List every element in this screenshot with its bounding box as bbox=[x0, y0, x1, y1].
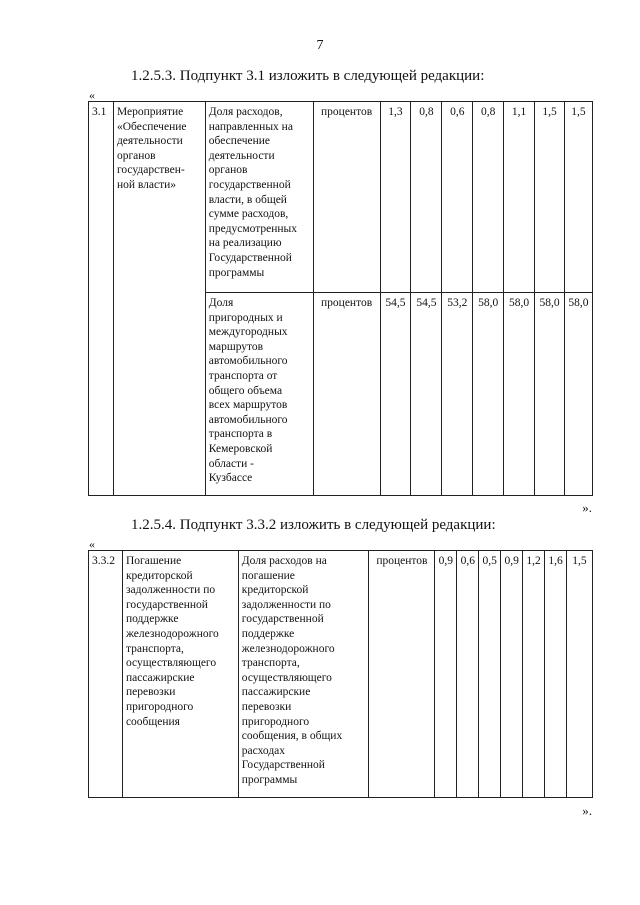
value-cell: 0,9 bbox=[501, 551, 523, 798]
value-cell: 1,2 bbox=[523, 551, 545, 798]
open-quote: « bbox=[89, 88, 95, 102]
value-cell: 53,2 bbox=[442, 293, 473, 496]
row-number: 3.3.2 bbox=[89, 551, 123, 798]
value-cell: 1,1 bbox=[504, 102, 535, 293]
open-quote: « bbox=[89, 537, 95, 551]
value-cell: 54,5 bbox=[411, 293, 442, 496]
value-cell: 58,0 bbox=[473, 293, 504, 496]
measure-cell: Мероприятие «Обеспечение деятельности органов государствен- ной власти» bbox=[113, 102, 205, 496]
indicator-name: Доля расходов на погашение кредиторской задолженности по государственной поддержке железнодорожного транспорта, осуществляющего пассажирские перевозки пригородного сообщения, в общих расходах Государственной программы bbox=[238, 551, 369, 798]
close-quote: ». bbox=[582, 803, 592, 818]
value-cell: 1,5 bbox=[535, 102, 565, 293]
page-number: 7 bbox=[316, 38, 324, 53]
indicator-name: Доля расходов, направленных на обеспечение деятельности органов государственной власти, в общей сумме расходов, предусмотренных на реализацию Государственной программы bbox=[205, 102, 313, 293]
unit-cell: процентов bbox=[313, 102, 380, 293]
value-cell: 54,5 bbox=[380, 293, 411, 496]
value-cell: 0,8 bbox=[411, 102, 442, 293]
value-cell: 1,3 bbox=[380, 102, 411, 293]
row-number: 3.1 bbox=[89, 102, 114, 496]
section-heading: 1.2.5.4. Подпункт 3.3.2 изложить в следующей редакции: bbox=[131, 517, 496, 533]
table-subpoint-3-3-2 bbox=[88, 550, 593, 798]
value-cell: 0,9 bbox=[435, 551, 457, 798]
unit-cell: процентов bbox=[313, 293, 380, 496]
indicator-name: Доля пригородных и междугородных маршрутов автомобильного транспорта от общего объема всех маршрутов автомобильного транспорта в Кемеровской области - Кузбассе bbox=[205, 293, 313, 496]
value-cell: 0,6 bbox=[457, 551, 479, 798]
section-heading: 1.2.5.3. Подпункт 3.1 изложить в следующей редакции: bbox=[131, 68, 485, 84]
value-cell: 1,5 bbox=[566, 551, 592, 798]
table-subpoint-3-1 bbox=[88, 101, 593, 496]
table-row bbox=[89, 102, 593, 293]
value-cell: 0,5 bbox=[479, 551, 501, 798]
close-quote: ». bbox=[582, 500, 592, 515]
value-cell: 58,0 bbox=[504, 293, 535, 496]
unit-cell: процентов bbox=[369, 551, 435, 798]
measure-cell: Погашение кредиторской задолженности по государственной поддержке железнодорожного транспорта, осуществляющего пассажирские перевозки пригородного сообщения bbox=[122, 551, 238, 798]
value-cell: 58,0 bbox=[535, 293, 565, 496]
value-cell: 1,5 bbox=[564, 102, 592, 293]
value-cell: 1,6 bbox=[545, 551, 567, 798]
value-cell: 0,8 bbox=[473, 102, 504, 293]
table-row bbox=[89, 551, 593, 798]
value-cell: 58,0 bbox=[564, 293, 592, 496]
value-cell: 0,6 bbox=[442, 102, 473, 293]
